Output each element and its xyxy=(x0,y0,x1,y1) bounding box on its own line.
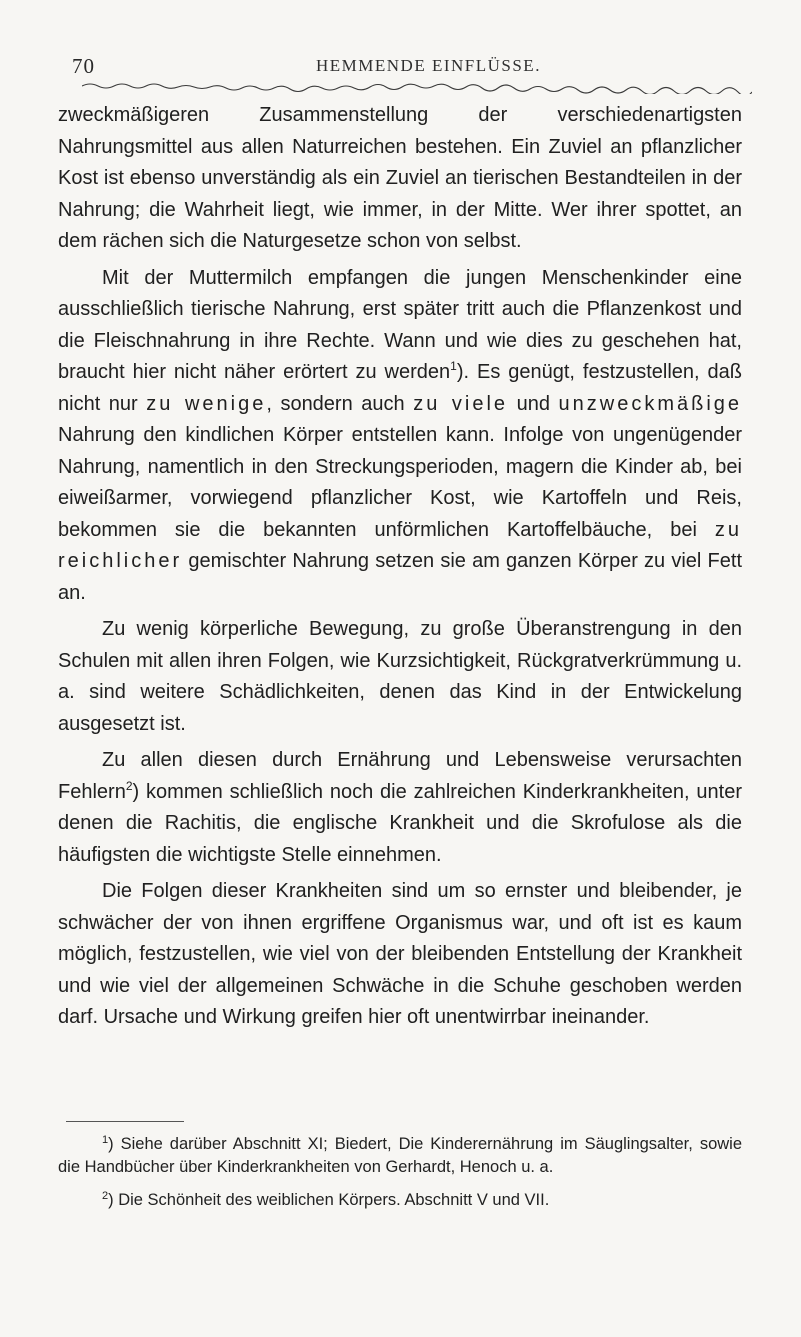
footnotes xyxy=(58,1133,742,1222)
emphasis-zu-viele: zu viele xyxy=(413,392,509,415)
running-title: HEMMENDE EINFLÜSSE. xyxy=(316,56,541,75)
footnote-text-2: ) Die Schönheit des weiblichen Körpers. Abschnitt V und VII. xyxy=(108,1191,550,1209)
footnote-ref-2[interactable]: 2 xyxy=(125,778,133,793)
footnote-text-1: ) Siehe darüber Abschnitt XI; Biedert, Die Kinderernährung im Säuglingsalter, sowie die Handbücher über Kinderkrankheiten von Gerhardt, Henoch u. a. xyxy=(58,1135,742,1176)
footnote-1 xyxy=(58,1133,742,1179)
body-text xyxy=(58,100,742,1034)
paragraph-4: Zu allen diesen durch Ernährung und Lebensweise verursachten Fehlern$^2$) kommen schließlich noch die zahlreichen Kinderkrankheiten, unter denen die Rachitis, die englische Krankheit und die Skrofulose als die häufigsten die wichtigste Stelle einnehmen. xyxy=(58,749,742,866)
footnote-2 xyxy=(58,1189,742,1212)
footnote-mark-2: 2 xyxy=(102,1190,109,1202)
running-head xyxy=(68,54,748,84)
emphasis-zu-wenige: zu wenige xyxy=(146,392,267,415)
emphasis-unzweckmaessige: unzweckmäßige xyxy=(558,392,743,415)
footnote-divider xyxy=(66,1121,184,1122)
wavy-rule-ornament xyxy=(82,82,752,94)
footnote-ref-1[interactable]: 1 xyxy=(450,359,457,373)
paragraph-1: zweckmäßigeren Zusammenstellung der verschiedenartigsten Nahrungsmittel aus allen Naturreichen bestehen. Ein Zuviel an pflanzlicher Kost ist ebenso unverständig als ein Zuviel an tierischen Bestandteilen in der Nahrung; die Wahrheit liegt, wie immer, in der Mitte. Wer ihrer spottet, an dem rächen sich die Naturgesetze schon von selbst. xyxy=(58,104,742,252)
paragraph-3: Zu wenig körperliche Bewegung, zu große Überanstrengung in den Schulen mit allen ihren Folgen, wie Kurzsichtigkeit, Rückgratverkrümmung u. a. sind weitere Schädlichkeiten, denen das Kind in der Entwickelung ausgesetzt ist. xyxy=(58,618,742,735)
paragraph-5: Die Folgen dieser Krankheiten sind um so ernster und bleibender, je schwächer der von ihnen ergriffene Organismus war, und oft ist es kaum möglich, festzustellen, wie viel von der bleibenden Entstellung der Krankheit und wie viel der allgemeinen Schwäche in die Schuhe geschoben werden darf. Ursache und Wirkung greifen hier oft unentwirrbar ineinander. xyxy=(58,880,742,1028)
emphasis-zu-reichlicher: zu reichlicher xyxy=(58,518,742,572)
footnote-mark-1: 1 xyxy=(102,1134,109,1146)
paragraph-2: Mit der Muttermilch empfangen die jungen Menschenkinder eine ausschließlich tierische Nahrung, erst später tritt auch die Pflanzenkost und die Fleischnahrung in ihre Rechte. Wann und wie dies zu geschehen hat, braucht hier nicht näher erörtert zu werden$^1$). Es genügt, festzustellen, daß nicht nur zu wenige, sondern auch zu viele und unzweckmäßige Nahrung den kindlichen Körper entstellen kann. Infolge von ungenügender Nahrung, namentlich in den Streckungsperioden, magern die Kinder ab, bei eiweißarmer, vorwiegend pflanzlicher Kost, wie Kartoffeln und Reis, bekommen sie die bekannten unförmlichen Kartoffelbäuche, bei zu reichlicher gemischter Nahrung setzen sie am ganzen Körper zu viel Fett an. xyxy=(58,266,743,604)
page-number: 70 xyxy=(72,54,95,78)
